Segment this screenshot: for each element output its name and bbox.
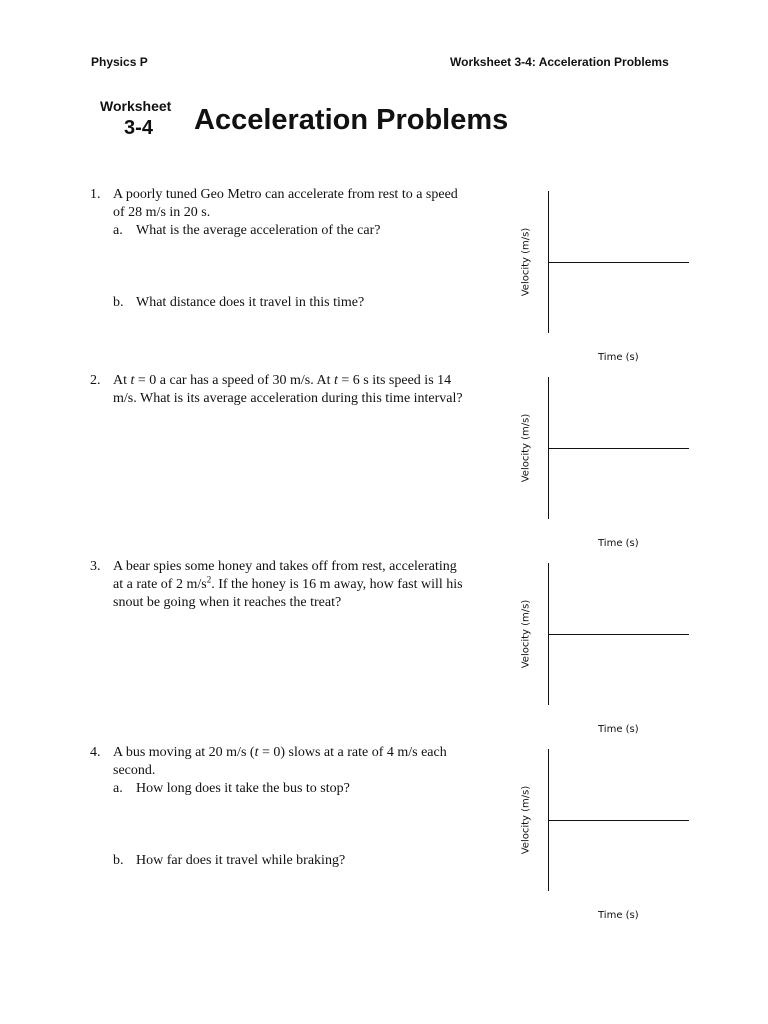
velocity-time-graph-4 bbox=[510, 749, 700, 929]
problem-4 bbox=[90, 744, 480, 868]
exponent: 2 bbox=[206, 574, 212, 585]
problem-3 bbox=[90, 558, 480, 612]
x-axis bbox=[549, 634, 689, 635]
velocity-time-graph-3 bbox=[510, 563, 700, 743]
x-axis bbox=[549, 820, 689, 821]
page-title: Acceleration Problems bbox=[194, 104, 509, 136]
y-axis-label: Velocity (m/s) bbox=[520, 413, 532, 483]
x-axis bbox=[549, 262, 689, 263]
subquestion-4a bbox=[113, 780, 473, 798]
time-variable: t bbox=[254, 745, 259, 760]
subquestion-letter: b. bbox=[113, 853, 124, 868]
subquestion-1b bbox=[113, 294, 473, 312]
subquestion-text: How long does it take the bus to stop? bbox=[136, 781, 350, 796]
x-axis bbox=[549, 448, 689, 449]
y-axis-label: Velocity (m/s) bbox=[520, 599, 532, 669]
velocity-time-graph-2 bbox=[510, 377, 700, 557]
subquestion-1a bbox=[113, 222, 473, 240]
subquestion-letter: a. bbox=[113, 223, 123, 238]
subquestion-text: How far does it travel while braking? bbox=[136, 853, 346, 868]
course-name: Physics P bbox=[91, 55, 148, 69]
subquestion-letter: a. bbox=[113, 781, 123, 796]
problem-number: 4. bbox=[90, 745, 101, 760]
time-variable: t bbox=[333, 373, 338, 388]
x-axis-label: Time (s) bbox=[598, 910, 639, 921]
worksheet-reference: Worksheet 3-4: Acceleration Problems bbox=[450, 55, 669, 69]
subquestion-4b bbox=[113, 852, 473, 870]
worksheet-word: Worksheet bbox=[100, 98, 172, 114]
y-axis-label: Velocity (m/s) bbox=[520, 227, 532, 297]
y-axis-label: Velocity (m/s) bbox=[520, 785, 532, 855]
problem-1 bbox=[90, 186, 480, 310]
time-variable: t bbox=[130, 373, 135, 388]
problem-number: 3. bbox=[90, 559, 101, 574]
velocity-time-graph-1 bbox=[510, 191, 700, 371]
problem-text: A bus moving at 20 m/s (t = 0) slows at a rate of 4 m/s each second. bbox=[113, 745, 447, 778]
problem-text: A bear spies some honey and takes off from rest, accelerating at a rate of 2 $m/s^2$. If the honey is 16 m away, how fast will his snout be going when it reaches the treat? bbox=[113, 559, 463, 610]
x-axis-label: Time (s) bbox=[598, 352, 639, 363]
worksheet-label bbox=[100, 98, 180, 140]
x-axis-label: Time (s) bbox=[598, 538, 639, 549]
problem-number: 2. bbox=[90, 373, 101, 388]
x-axis-label: Time (s) bbox=[598, 724, 639, 735]
subquestion-text: What distance does it travel in this time? bbox=[136, 295, 365, 310]
problem-2 bbox=[90, 372, 480, 408]
problem-number: 1. bbox=[90, 187, 101, 202]
worksheet-number: 3-4 bbox=[124, 117, 153, 139]
problem-text: At t = 0 a car has a speed of 30 m/s. At t = 6 s its speed is 14 m/s. What is its average acceleration during this time interval? bbox=[113, 373, 463, 406]
problem-text: A poorly tuned Geo Metro can accelerate from rest to a speed of 28 m/s in 20 s. bbox=[113, 187, 458, 220]
subquestion-letter: b. bbox=[113, 295, 124, 310]
subquestion-text: What is the average acceleration of the car? bbox=[136, 223, 381, 238]
